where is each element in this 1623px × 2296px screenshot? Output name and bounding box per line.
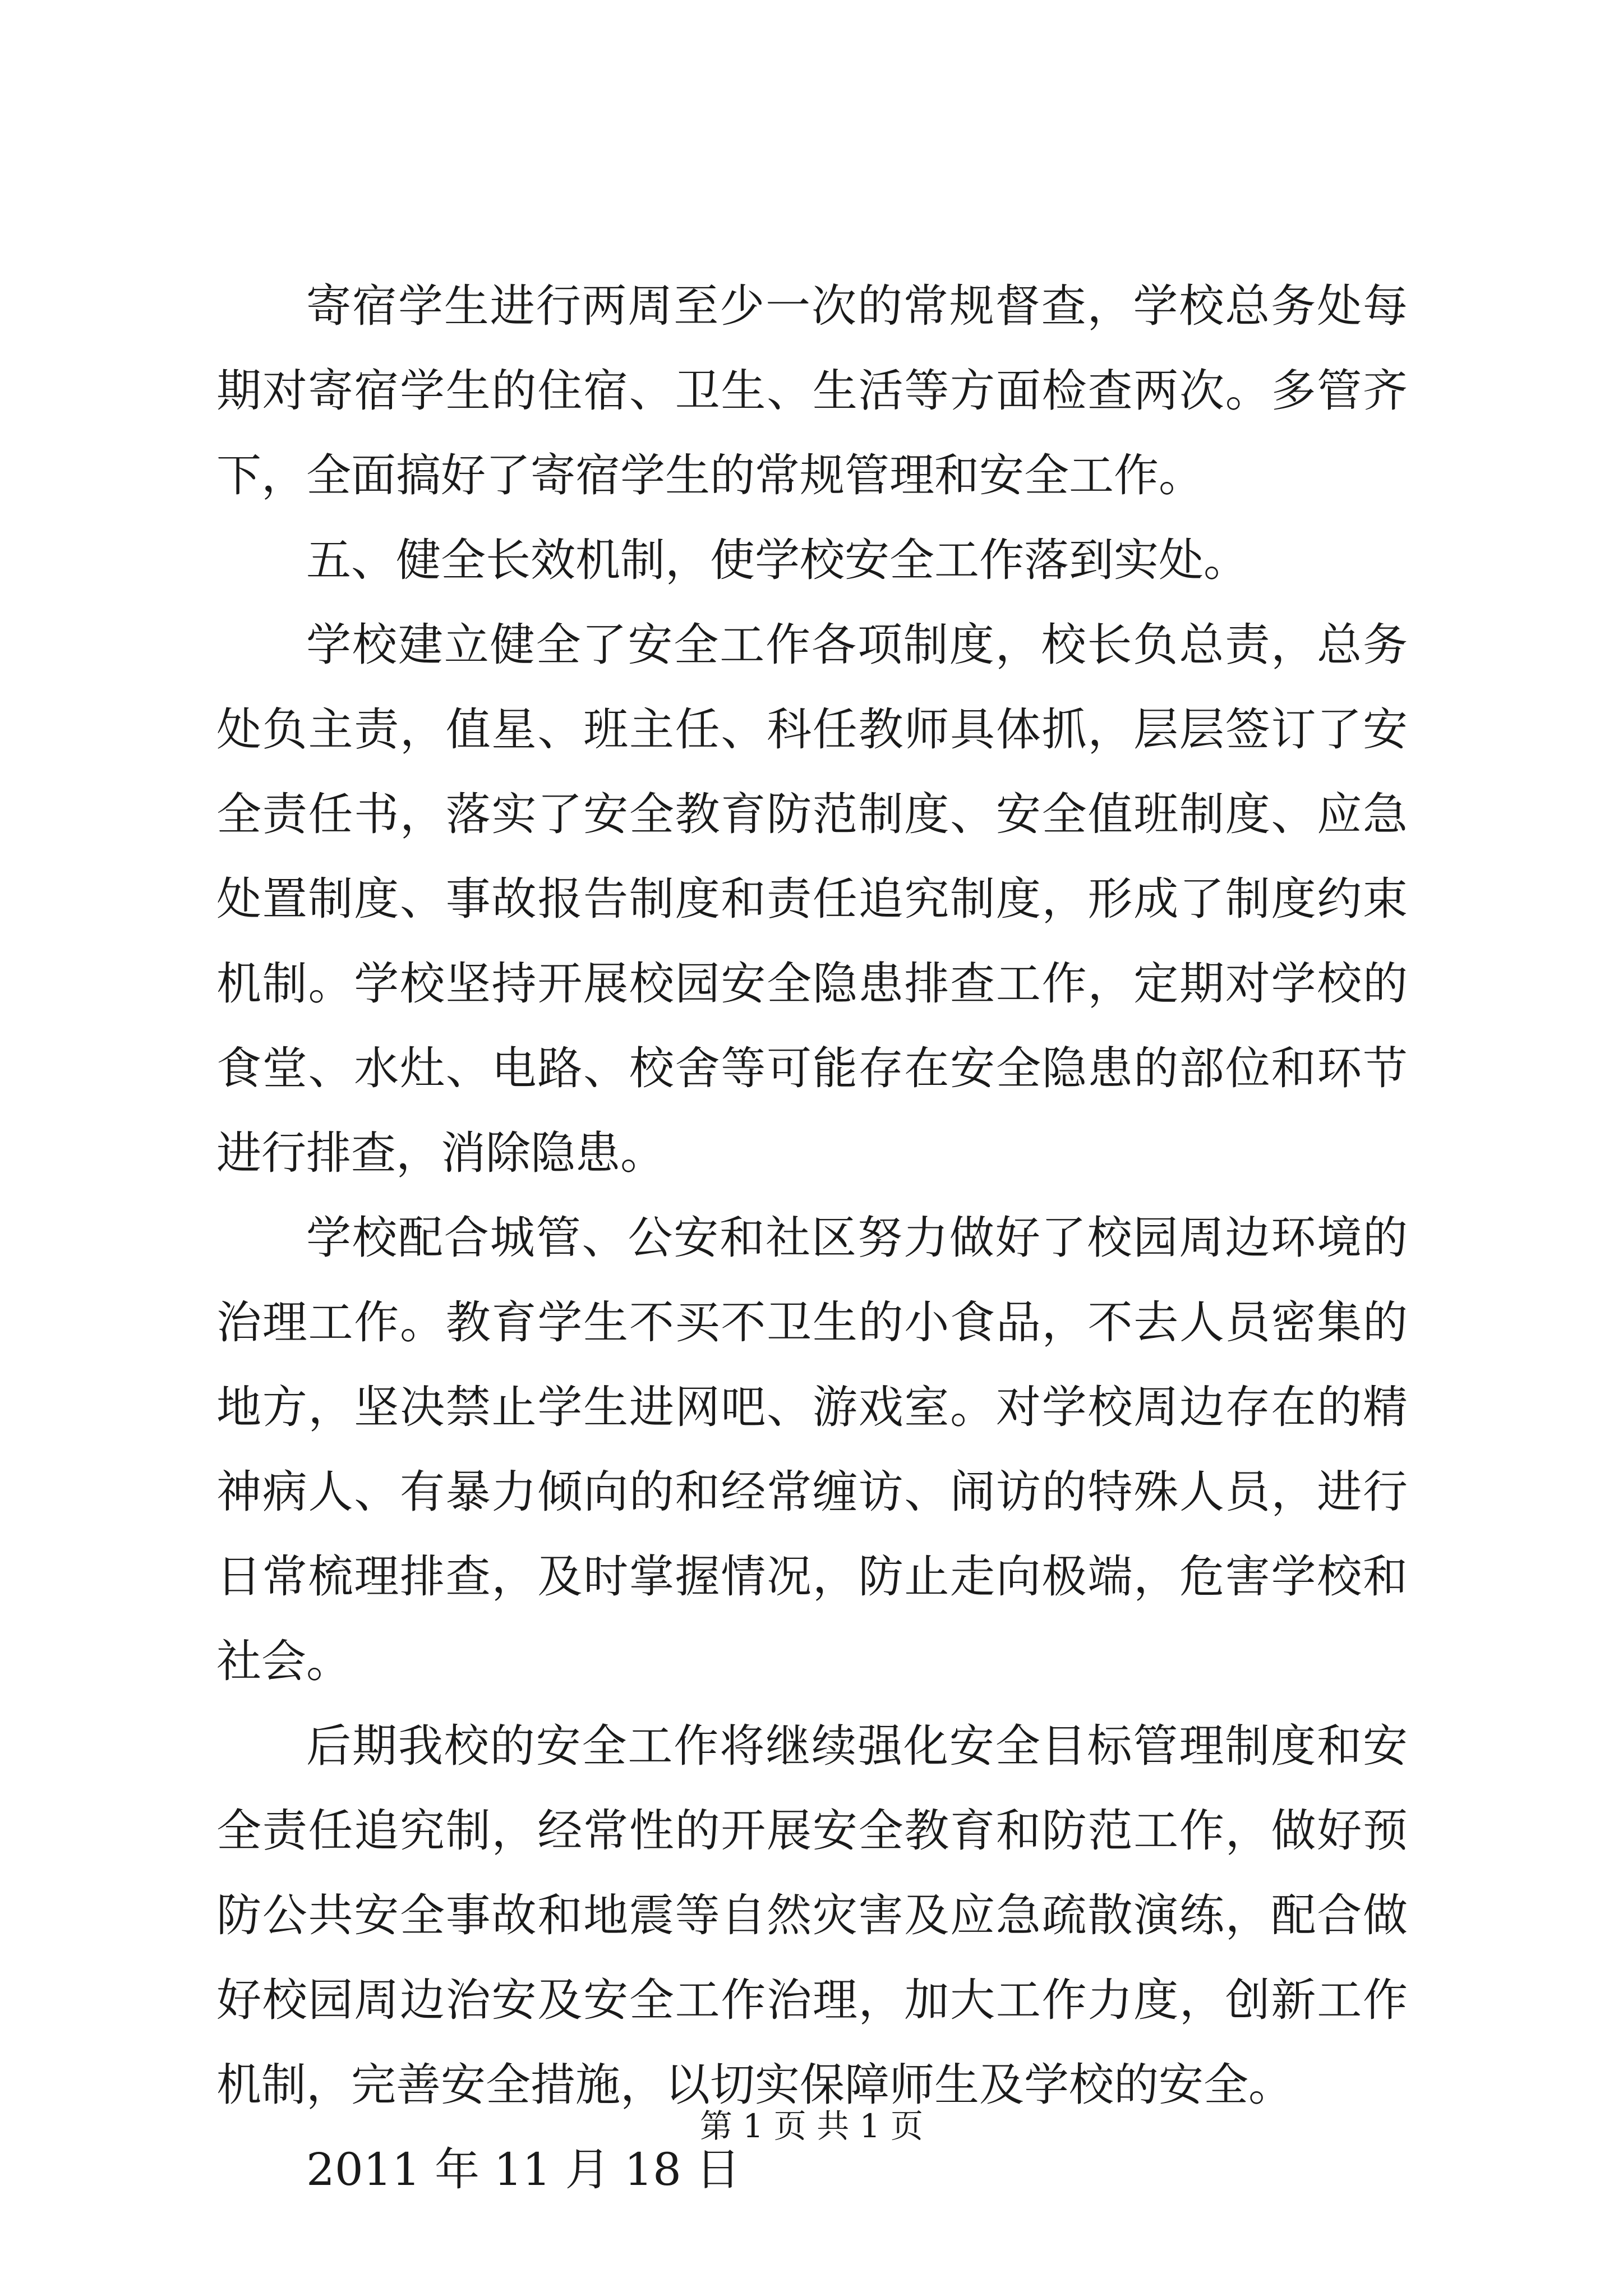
document-body	[216, 264, 1408, 2212]
document-date: 2011 年 11 月 18 日	[306, 2143, 741, 2196]
section-heading-long-term-mechanism: 五、健全长效机制，使学校安全工作落到实处。	[306, 534, 1248, 586]
paragraph-future-work: 后期我校的安全工作将继续强化安全目标管理制度和安全责任追究制，经常性的开展安全教育和防范工作，做好预防公共安全事故和地震等自然灾害及应急疏散演练，配合做好校园周边治安及安全工作治理，加大工作力度，创新工作机制，完善安全措施，以切实保障师生及学校的安全。	[216, 1720, 1408, 2111]
paragraph-surrounding-environment: 学校配合城管、公安和社区努力做好了校园周边环境的治理工作。教育学生不买不卫生的小食品，不去人员密集的地方，坚决禁止学生进网吧、游戏室。对学校周边存在的精神病人、有暴力倾向的和经常缠访、闹访的特殊人员，进行日常梳理排查，及时掌握情况，防止走向极端，危害学校和社会。	[216, 1212, 1408, 1687]
page-footer: 第 1 页 共 1 页	[700, 2107, 923, 2145]
paragraph-safety-system: 学校建立健全了安全工作各项制度，校长负总责，总务处负主责，值星、班主任、科任教师具体抓，层层签订了安全责任书，落实了安全教育防范制度、安全值班制度、应急处置制度、事故报告制度和责任追究制度，形成了制度约束机制。学校坚持开展校园安全隐患排查工作，定期对学校的食堂、水灶、电路、校舍等可能存在安全隐患的部位和环节进行排查，消除隐患。	[216, 619, 1408, 1179]
paragraph-boarding-students: 寄宿学生进行两周至少一次的常规督查，学校总务处每期对寄宿学生的住宿、卫生、生活等方面检查两次。多管齐下，全面搞好了寄宿学生的常规管理和安全工作。	[216, 280, 1408, 501]
